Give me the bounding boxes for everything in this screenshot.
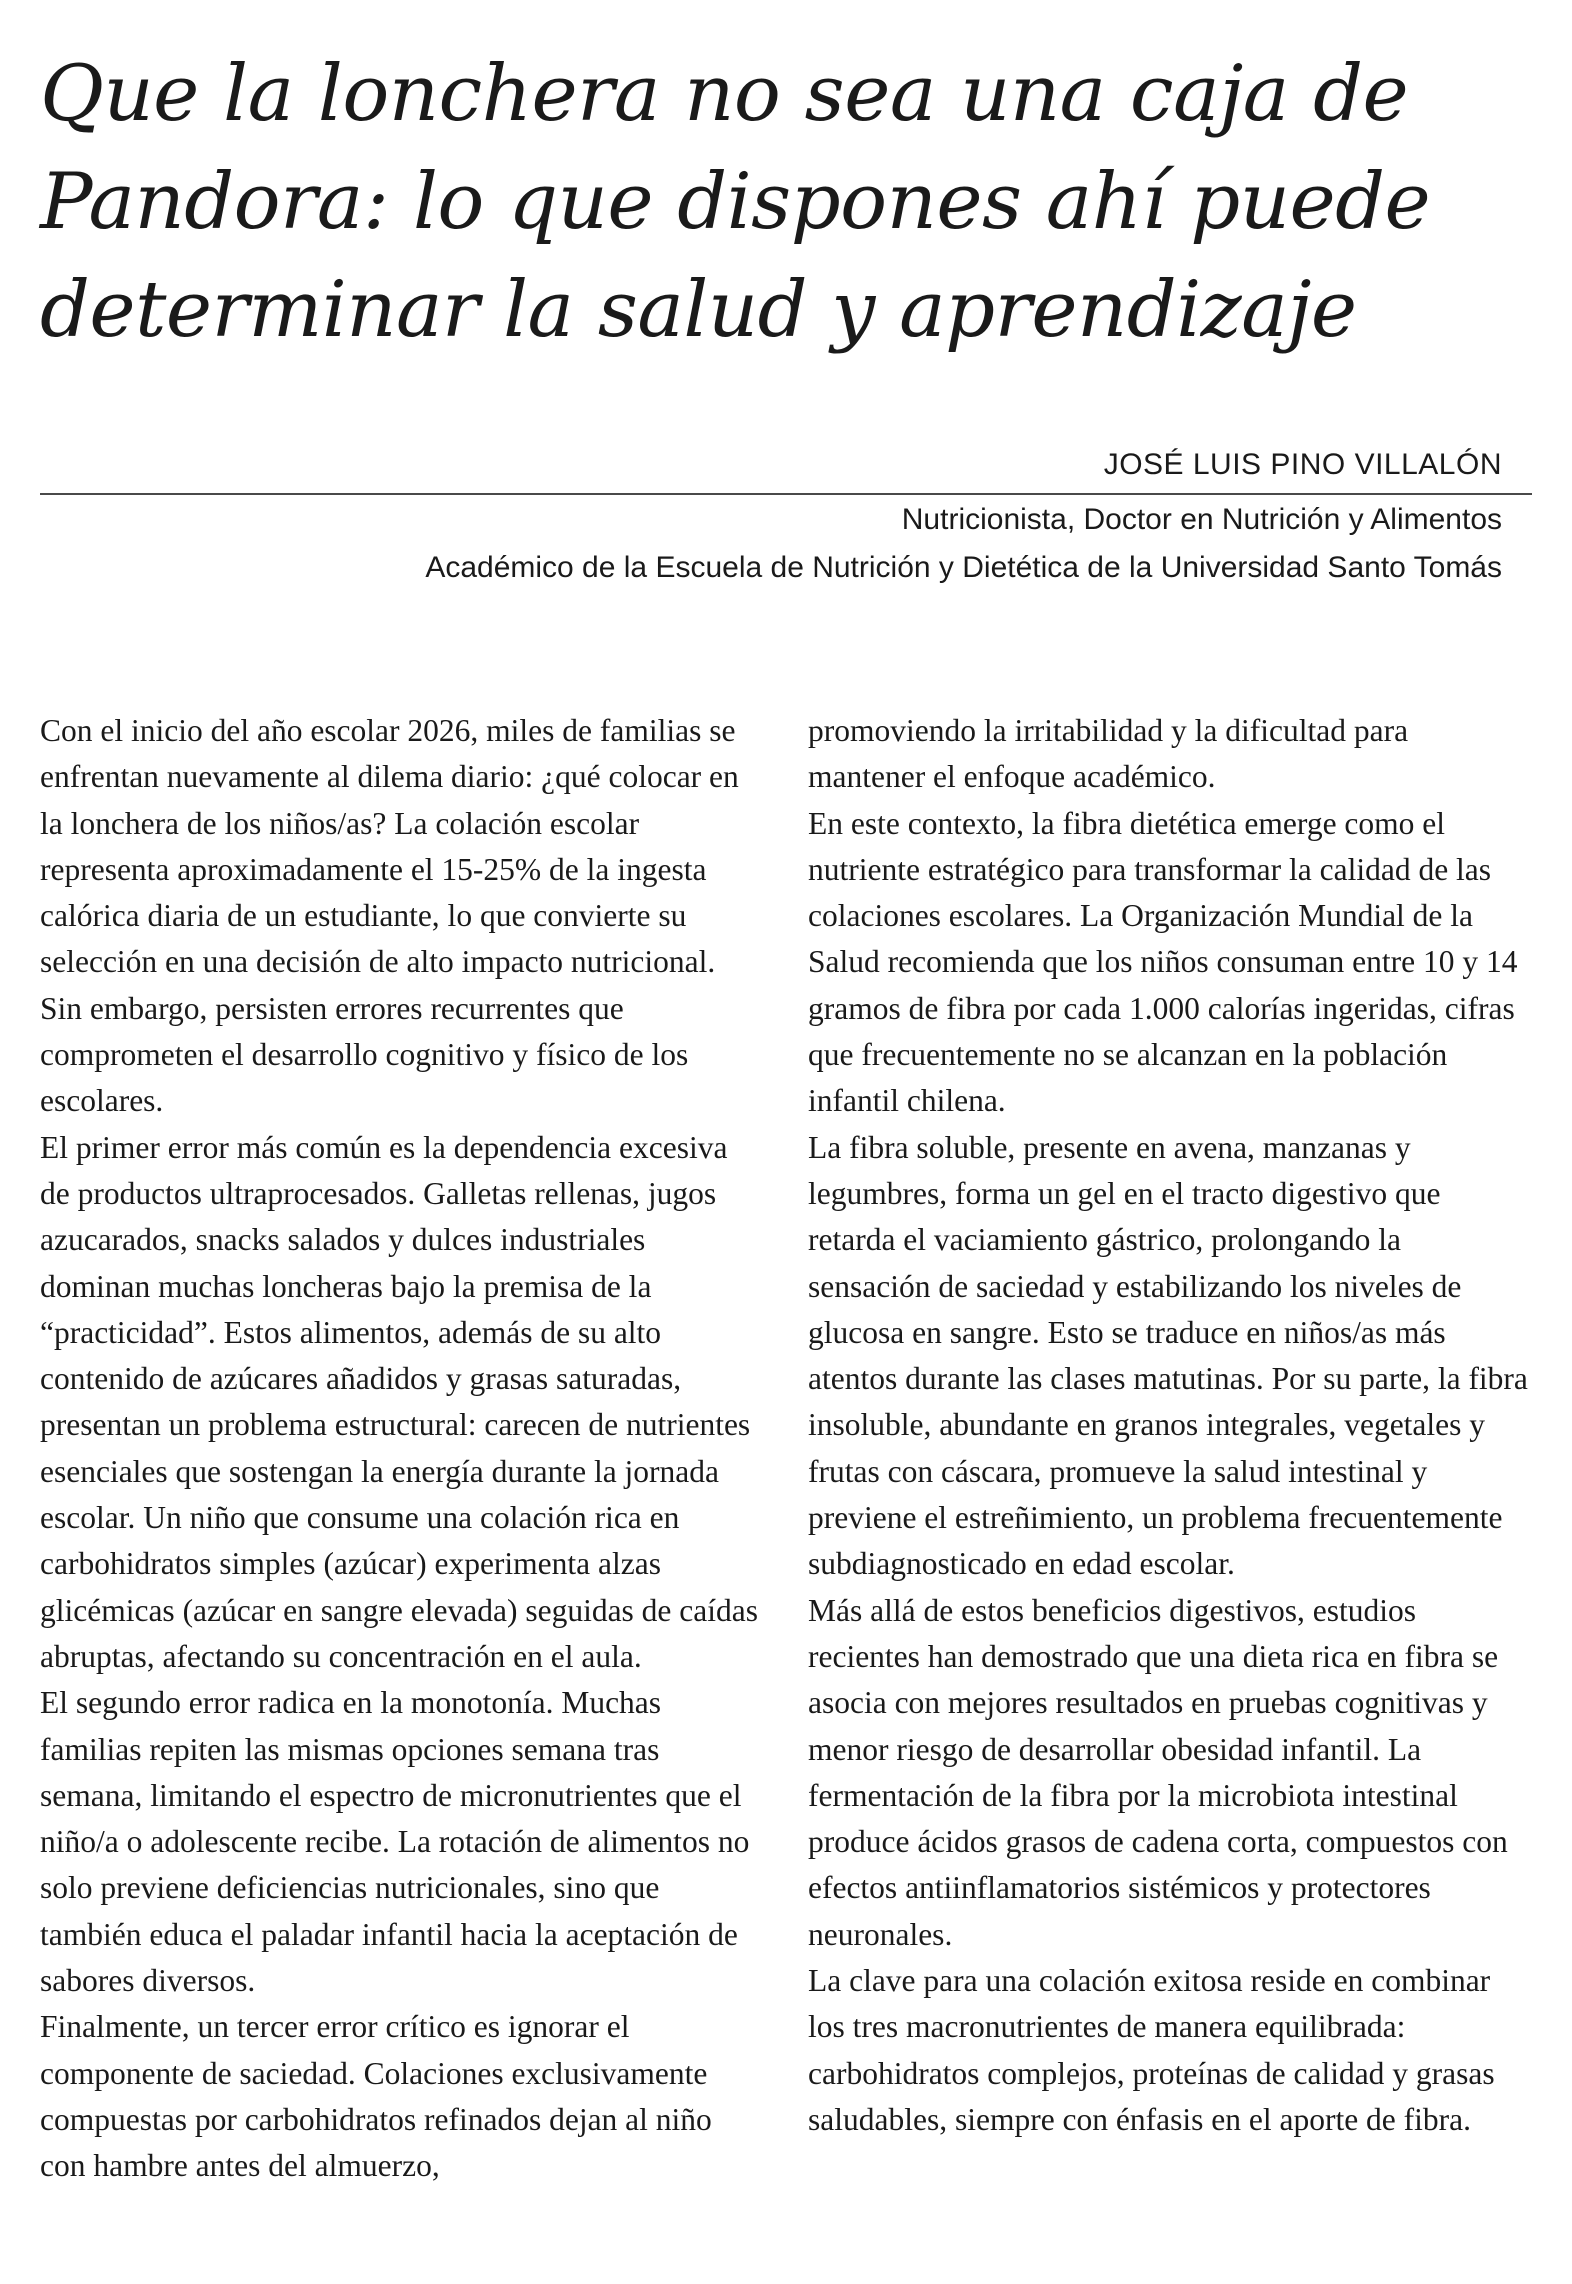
article-paragraph: Finalmente, un tercer error crítico es ignorar el componente de saciedad. Colaciones exclusivamente compuestas por carbohidratos refinados dejan al niño con hambre antes del almuerzo,: [40, 2009, 712, 2184]
article-paragraph: El primer error más común es la dependencia excesiva de productos ultraprocesados. Galletas rellenas, jugos azucarados, snacks salados y dulces industriales dominan muchas loncheras bajo la premisa de la “practicidad”. Estos alimentos, además de su alto contenido de azúcares añadidos y grasas saturadas, presentan un problema estructural: carecen de nutrientes esenciales que sostengan la energía durante la jornada escolar. Un niño que consume una colación rica en carbohidratos simples (azúcar) experimenta alzas glicémicas (azúcar en sangre elevada) seguidas de caídas abruptas, afectando su concentración en el aula.: [40, 1129, 758, 1674]
article-paragraph: La clave para una colación exitosa reside en combinar los tres macronutrientes de manera equilibrada: carbohidratos complejos, proteínas de calidad y grasas saludables, siempre con énfasis en el aporte de fibra.: [808, 1963, 1495, 2137]
article-column-right: [808, 708, 1528, 2143]
headline-line: Pandora: lo que dispones ahí puede: [40, 157, 1431, 247]
article-paragraph: El segundo error radica en la monotonía. Muchas familias repiten las mismas opciones semana tras semana, limitando el espectro de micronutrientes que el niño/a o adolescente recibe. La rotación de alimentos no solo previene deficiencias nutricionales, sino que también educa el paladar infantil hacia la aceptación de sabores diversos.: [40, 1685, 750, 1999]
author-affiliation: Académico de la Escuela de Nutrición y Dietética de la Universidad Santo Tomás: [425, 551, 1502, 584]
headline-line: determinar la salud y aprendizaje: [40, 265, 1357, 355]
headline-line: Que la lonchera no sea una caja de: [40, 49, 1409, 139]
article-paragraph: Con el inicio del año escolar 2026, miles de familias se enfrentan nuevamente al dilema diario: ¿qué colocar en la lonchera de los niños/as? La colación escolar representa aproximadamente el 15-25% de la ingesta calórica diaria de un estudiante, lo que convierte su selección en una decisión de alto impacto nutricional. Sin embargo, persisten errores recurrentes que comprometen el desarrollo cognitivo y físico de los escolares.: [40, 713, 739, 1119]
article-paragraph: promoviendo la irritabilidad y la dificultad para mantener el enfoque académico.: [808, 713, 1409, 795]
byline-divider: [40, 493, 1532, 495]
article-paragraph: Más allá de estos beneficios digestivos, estudios recientes han demostrado que una dieta rica en fibra se asocia con mejores resultados en pruebas cognitivas y menor riesgo de desarrollar obesidad infantil. La fermentación de la fibra por la microbiota intestinal produce ácidos grasos de cadena corta, compuestos con efectos antiinflamatorios sistémicos y protectores neuronales.: [808, 1592, 1508, 1952]
article-headline: [40, 40, 1500, 364]
author-name: JOSÉ LUIS PINO VILLALÓN: [1103, 448, 1502, 481]
article-paragraph: La fibra soluble, presente en avena, manzanas y legumbres, forma un gel en el tracto digestivo que retarda el vaciamiento gástrico, prolongando la sensación de saciedad y estabilizando los niveles de glucosa en sangre. Esto se traduce en niños/as más atentos durante las clases matutinas. Por su parte, la fibra insoluble, abundante en granos integrales, vegetales y frutas con cáscara, promueve la salud intestinal y previene el estreñimiento, un problema frecuentemente subdiagnosticado en edad escolar.: [808, 1129, 1528, 1582]
author-title: Nutricionista, Doctor en Nutrición y Alimentos: [901, 503, 1502, 536]
article-column-left: [40, 708, 760, 2190]
article-paragraph: En este contexto, la fibra dietética emerge como el nutriente estratégico para transformar la calidad de las colaciones escolares. La Organización Mundial de la Salud recomienda que los niños consuman entre 10 y 14 gramos de fibra por cada 1.000 calorías ingeridas, cifras que frecuentemente no se alcanzan en la población infantil chilena.: [808, 805, 1518, 1119]
